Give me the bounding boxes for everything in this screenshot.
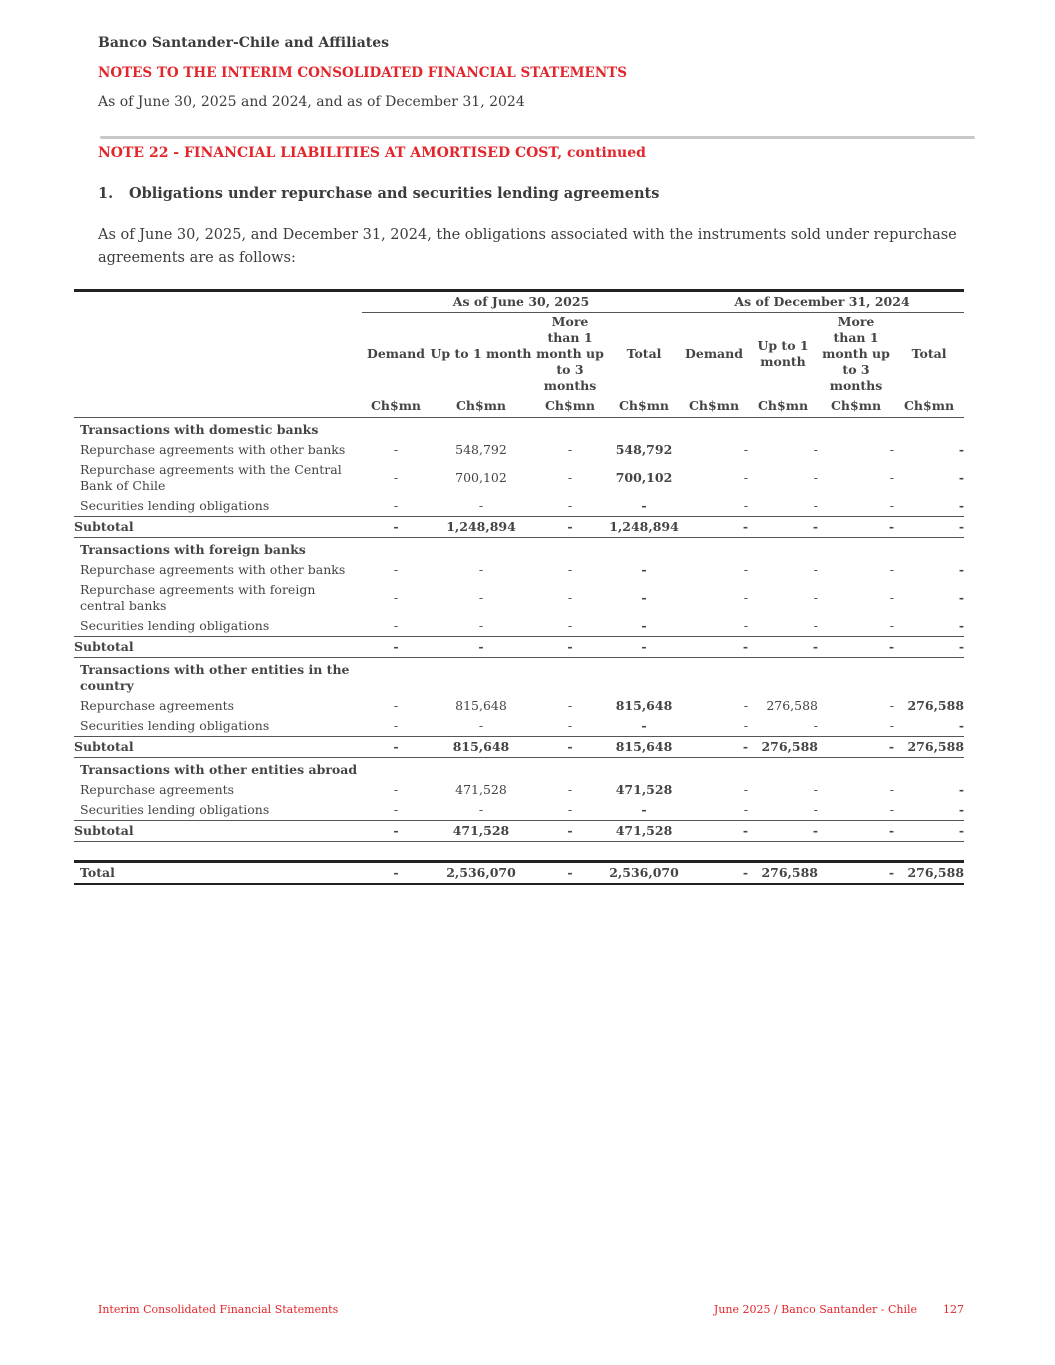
table-cell: - — [362, 616, 430, 637]
table-row — [74, 560, 964, 580]
empty-cell — [894, 418, 964, 441]
empty-cell — [608, 538, 680, 561]
units-label-cell — [74, 395, 362, 418]
note-title: NOTE 22 - FINANCIAL LIABILITIES AT AMORTISED COST, continued — [98, 145, 646, 161]
table-cell: - — [743, 590, 749, 605]
group-header-row — [74, 538, 964, 561]
table-cell: - — [567, 562, 573, 577]
table-cell: - — [430, 616, 532, 637]
table-cell: - — [743, 698, 749, 713]
table-cell: - — [393, 698, 399, 713]
table-cell: 548,792 — [615, 442, 673, 457]
table-cell: - — [813, 470, 819, 485]
group-title: Transactions with domestic banks — [80, 422, 319, 437]
label-column-header — [74, 313, 362, 396]
empty-cell — [894, 538, 964, 561]
table-cell: - — [958, 562, 965, 577]
table-cell: - — [818, 496, 894, 517]
table-cell: - — [567, 442, 573, 457]
table-cell: - — [680, 821, 748, 842]
table-cell: - — [608, 496, 680, 517]
table-cell: - — [894, 800, 964, 821]
table-cell: 815,648 — [615, 698, 673, 713]
row-label: Repurchase agreements with foreign central banks — [80, 582, 316, 613]
table-cell: - — [430, 637, 532, 658]
subtotal-label: Subtotal — [74, 517, 362, 538]
table-cell: - — [818, 637, 894, 658]
unit-header: Ch$mn — [748, 395, 818, 418]
intro-paragraph: As of June 30, 2025, and December 31, 2024, the obligations associated with the instruments sold under repurchase agreements are as follows: — [98, 227, 957, 266]
table-cell: - — [680, 737, 748, 758]
unit-header: Ch$mn — [608, 395, 680, 418]
company-name: Banco Santander-Chile and Affiliates — [98, 35, 390, 51]
table-cell: 2,536,070 — [608, 862, 680, 885]
empty-cell — [680, 418, 748, 441]
unit-header: Ch$mn — [532, 395, 608, 418]
notes-title: NOTES TO THE INTERIM CONSOLIDATED FINANCIAL STATEMENTS — [98, 65, 627, 81]
empty-cell — [680, 658, 748, 697]
table-cell: - — [641, 590, 647, 605]
table-cell: - — [532, 496, 608, 517]
table-cell: - — [532, 616, 608, 637]
table-cell: - — [608, 800, 680, 821]
table-cell: - — [532, 716, 608, 737]
footer-right: June 2025 / Banco Santander - Chile — [713, 1303, 917, 1316]
table-cell: - — [680, 862, 748, 885]
row-label: Repurchase agreements with other banks — [80, 442, 346, 457]
table-cell: - — [567, 590, 573, 605]
table-cell: - — [532, 517, 608, 538]
col-header: Up to 1 month — [757, 338, 809, 369]
table-cell: 471,528 — [455, 782, 507, 797]
table-cell: - — [362, 496, 430, 517]
row-label: Securities lending obligations — [74, 716, 362, 737]
table-cell: - — [608, 637, 680, 658]
table-row — [74, 616, 964, 637]
table-cell: - — [362, 862, 430, 885]
empty-cell — [430, 418, 532, 441]
unit-header: Ch$mn — [362, 395, 430, 418]
empty-cell — [362, 538, 430, 561]
empty-cell — [680, 538, 748, 561]
group-header-row — [74, 658, 964, 697]
empty-cell — [532, 658, 608, 697]
table-cell: - — [894, 637, 964, 658]
table-cell: - — [813, 590, 819, 605]
col-header: Demand — [367, 346, 425, 361]
table-cell: - — [748, 800, 818, 821]
spacer-row — [74, 842, 964, 862]
group-title: Transactions with other entities in the country — [80, 662, 350, 693]
table-cell: 2,536,070 — [430, 862, 532, 885]
row-label: Securities lending obligations — [74, 496, 362, 517]
row-label: Securities lending obligations — [74, 800, 362, 821]
table-cell: 1,248,894 — [430, 517, 532, 538]
table-cell: - — [894, 616, 964, 637]
empty-cell — [818, 658, 894, 697]
empty-cell — [680, 758, 748, 781]
table-cell: - — [608, 616, 680, 637]
table-cell: 276,588 — [748, 737, 818, 758]
table-cell: - — [430, 496, 532, 517]
empty-cell — [608, 658, 680, 697]
table-row — [74, 716, 964, 737]
table-cell: - — [393, 590, 399, 605]
table-cell: - — [748, 496, 818, 517]
section-number: 1. — [98, 185, 114, 202]
empty-cell — [818, 418, 894, 441]
table-row — [74, 580, 964, 616]
table-cell: - — [567, 470, 573, 485]
table-row — [74, 800, 964, 821]
table-cell: 548,792 — [455, 442, 507, 457]
footer-left: Interim Consolidated Financial Statements — [98, 1303, 339, 1316]
table-cell: - — [680, 716, 748, 737]
table-cell: - — [608, 716, 680, 737]
unit-header: Ch$mn — [894, 395, 964, 418]
table-cell: 471,528 — [615, 782, 673, 797]
subtotal-row — [74, 637, 964, 658]
section-title: Obligations under repurchase and securities lending agreements — [129, 185, 660, 202]
subtotal-label: Subtotal — [74, 737, 362, 758]
table-cell: - — [889, 590, 895, 605]
table-corner — [74, 291, 362, 313]
subtotal-row — [74, 517, 964, 538]
section-heading — [98, 185, 659, 202]
table-cell: - — [813, 782, 819, 797]
table-row — [74, 780, 964, 800]
table-cell: 276,588 — [894, 862, 964, 885]
table-cell: - — [894, 716, 964, 737]
table-cell: - — [889, 698, 895, 713]
table-cell: - — [818, 737, 894, 758]
table-cell: 471,528 — [608, 821, 680, 842]
empty-cell — [430, 758, 532, 781]
row-label: Securities lending obligations — [74, 616, 362, 637]
table-cell: - — [680, 517, 748, 538]
page-number: 127 — [943, 1303, 964, 1316]
empty-cell — [818, 538, 894, 561]
table-cell: - — [748, 616, 818, 637]
table-cell: 276,588 — [907, 698, 965, 713]
table-cell: - — [958, 442, 965, 457]
table-cell: - — [430, 800, 532, 821]
table-cell: - — [894, 496, 964, 517]
table-cell: 815,648 — [430, 737, 532, 758]
row-label: Repurchase agreements — [80, 698, 235, 713]
table-cell: - — [362, 637, 430, 658]
table-cell: - — [430, 716, 532, 737]
col-header: More than 1 month up to 3 months — [822, 314, 890, 393]
table-cell: - — [362, 821, 430, 842]
period-header-jun-2025: As of June 30, 2025 — [362, 291, 680, 313]
table-cell: 276,588 — [748, 862, 818, 885]
table-cell: - — [567, 782, 573, 797]
table-cell: - — [818, 862, 894, 885]
table-cell: - — [362, 737, 430, 758]
table-cell: - — [958, 470, 965, 485]
table-row — [74, 460, 964, 496]
table-body — [74, 418, 964, 885]
table-cell: - — [748, 716, 818, 737]
empty-cell — [894, 758, 964, 781]
table-cell: - — [532, 737, 608, 758]
table-cell: - — [393, 782, 399, 797]
table-cell: - — [532, 821, 608, 842]
repurchase-obligations-table — [74, 289, 964, 885]
empty-cell — [362, 658, 430, 697]
col-header: Total — [911, 346, 947, 361]
period-subtitle: As of June 30, 2025 and 2024, and as of December 31, 2024 — [98, 94, 525, 110]
group-header-row — [74, 418, 964, 441]
table-cell: 276,588 — [894, 737, 964, 758]
table-cell: - — [680, 637, 748, 658]
table-cell: - — [813, 442, 819, 457]
header-divider — [100, 136, 975, 139]
subtotal-row — [74, 737, 964, 758]
table-cell: - — [818, 517, 894, 538]
table-cell: - — [680, 616, 748, 637]
table-cell: 276,588 — [766, 698, 819, 713]
empty-cell — [748, 758, 818, 781]
empty-cell — [532, 418, 608, 441]
table-cell: - — [894, 821, 964, 842]
table-cell: 815,648 — [608, 737, 680, 758]
table-cell: 815,648 — [455, 698, 507, 713]
table-cell: - — [680, 800, 748, 821]
total-label: Total — [74, 862, 362, 885]
table-cell: - — [748, 821, 818, 842]
group-title: Transactions with foreign banks — [80, 542, 306, 557]
empty-cell — [430, 658, 532, 697]
table-cell: - — [743, 442, 749, 457]
table-cell: - — [393, 442, 399, 457]
table-cell: - — [958, 590, 965, 605]
table-cell: - — [478, 590, 484, 605]
table-cell: - — [818, 716, 894, 737]
empty-cell — [748, 418, 818, 441]
table-row — [74, 696, 964, 716]
table-cell: - — [743, 562, 749, 577]
unit-header: Ch$mn — [818, 395, 894, 418]
table-cell: - — [818, 616, 894, 637]
col-header: Demand — [685, 346, 743, 361]
row-label: Repurchase agreements with the Central Bank of Chile — [80, 462, 342, 493]
subtotal-label: Subtotal — [74, 821, 362, 842]
table-cell: 700,102 — [455, 470, 507, 485]
empty-cell — [894, 658, 964, 697]
empty-cell — [362, 418, 430, 441]
table-cell: - — [393, 562, 399, 577]
col-header: Up to 1 month — [430, 346, 532, 361]
row-label: Repurchase agreements — [80, 782, 235, 797]
subtotal-label: Subtotal — [74, 637, 362, 658]
table-cell: - — [958, 782, 965, 797]
col-header: More than 1 month up to 3 months — [536, 314, 604, 393]
table-cell: - — [567, 698, 573, 713]
unit-header: Ch$mn — [680, 395, 748, 418]
empty-cell — [532, 758, 608, 781]
table-cell: - — [641, 562, 647, 577]
subtotal-row — [74, 821, 964, 842]
group-title: Transactions with other entities abroad — [80, 762, 358, 777]
table-cell: - — [748, 637, 818, 658]
empty-cell — [818, 758, 894, 781]
table-cell: - — [889, 442, 895, 457]
table-cell: 1,248,894 — [608, 517, 680, 538]
table-cell: - — [680, 496, 748, 517]
empty-cell — [608, 418, 680, 441]
table-cell: 700,102 — [615, 470, 673, 485]
empty-cell — [430, 538, 532, 561]
table-cell: - — [889, 470, 895, 485]
table-row — [74, 440, 964, 460]
table-cell: - — [362, 800, 430, 821]
table-cell: - — [743, 782, 749, 797]
period-header-dec-2024: As of December 31, 2024 — [680, 291, 964, 313]
spacer-cell — [74, 842, 964, 862]
table-cell: - — [889, 782, 895, 797]
total-row — [74, 862, 964, 885]
empty-cell — [748, 658, 818, 697]
row-label: Repurchase agreements with other banks — [80, 562, 346, 577]
table-cell: - — [743, 470, 749, 485]
unit-header: Ch$mn — [430, 395, 532, 418]
empty-cell — [608, 758, 680, 781]
empty-cell — [748, 538, 818, 561]
col-header: Total — [626, 346, 662, 361]
table-cell: - — [818, 821, 894, 842]
table-cell: - — [362, 716, 430, 737]
table-cell: - — [818, 800, 894, 821]
empty-cell — [532, 538, 608, 561]
table-cell: - — [813, 562, 819, 577]
table-cell: - — [889, 562, 895, 577]
table-cell: - — [532, 637, 608, 658]
table-cell: - — [748, 517, 818, 538]
table-cell: - — [478, 562, 484, 577]
table-cell: - — [362, 517, 430, 538]
table-cell: 471,528 — [430, 821, 532, 842]
table-row — [74, 496, 964, 517]
table-cell: - — [393, 470, 399, 485]
group-header-row — [74, 758, 964, 781]
table-cell: - — [894, 517, 964, 538]
empty-cell — [362, 758, 430, 781]
table-cell: - — [532, 800, 608, 821]
table-cell: - — [532, 862, 608, 885]
